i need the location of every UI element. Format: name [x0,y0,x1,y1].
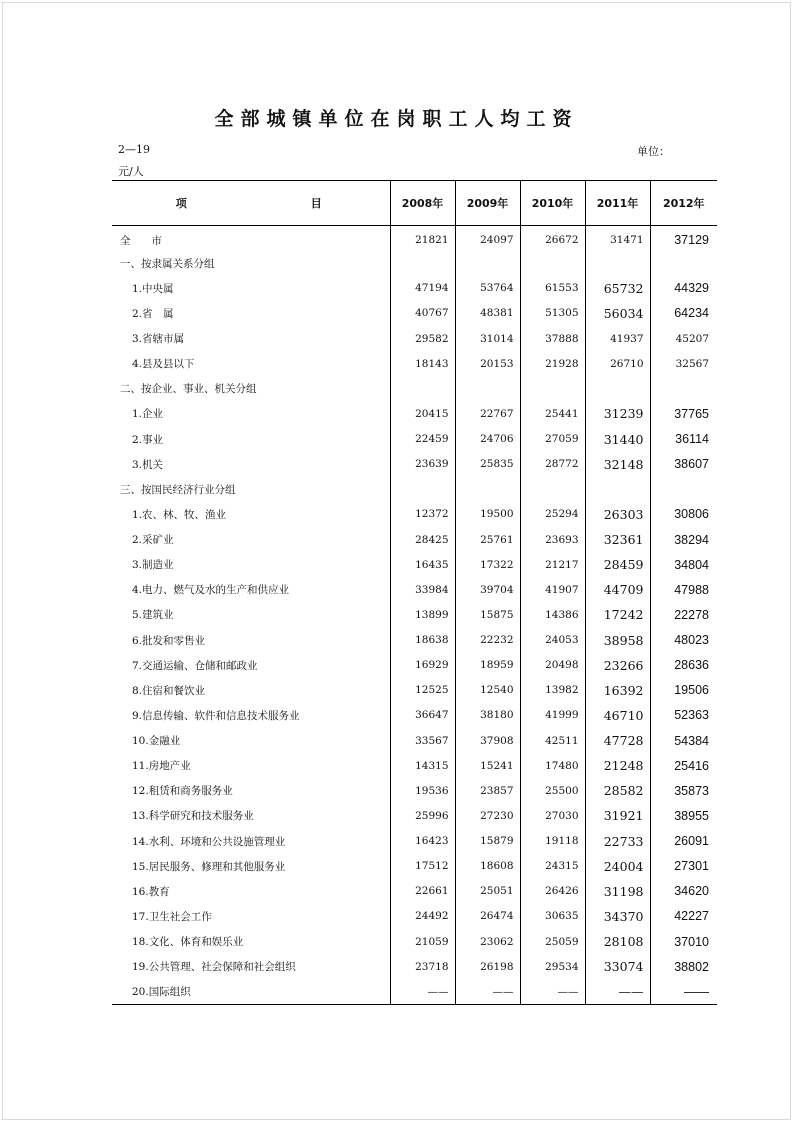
table-row [112,351,717,376]
cell-2009: —— [455,979,520,1004]
cell-2008: 23718 [390,954,455,979]
header-2011: 2011年 [585,181,650,226]
cell-2012: 19506 [650,678,717,703]
cell-2011: 47728 [585,728,650,753]
cell-2008: 17512 [390,854,455,879]
row-label: 12.租赁和商务服务业 [132,785,233,798]
table-row [112,427,717,452]
cell-2008: 25996 [390,803,455,828]
cell-2008: 16423 [390,829,455,854]
table-header-row [112,181,717,226]
cell-2011: 44709 [585,577,650,602]
cell-2011: 31440 [585,427,650,452]
cell-2009 [455,376,520,401]
row-label: 4.县及县以下 [132,358,195,371]
row-label: 1.企业 [132,408,164,421]
cell-2008: 28425 [390,527,455,552]
cell-2008: 14315 [390,753,455,778]
table-row [112,276,717,301]
cell-2008: 24492 [390,904,455,929]
row-label: 全 市 [120,234,162,247]
cell-2009: 26474 [455,904,520,929]
cell-2010 [520,477,585,502]
cell-2009: 23857 [455,778,520,803]
cell-2008: 16435 [390,552,455,577]
unit-value: 元/人 [118,165,144,178]
cell-2010: 17480 [520,753,585,778]
cell-2009: 25761 [455,527,520,552]
table-row [112,577,717,602]
cell-2011: 46710 [585,703,650,728]
cell-2012: —— [650,979,717,1004]
cell-2011: 22733 [585,829,650,854]
table-row [112,326,717,351]
cell-2009: 53764 [455,276,520,301]
cell-2010: 27059 [520,427,585,452]
cell-2010: 13982 [520,678,585,703]
cell-2010: 25059 [520,929,585,954]
header-2008: 2008年 [390,181,455,226]
cell-2009: 23062 [455,929,520,954]
row-label: 1.中央属 [132,282,174,295]
table-row [112,653,717,678]
table-row [112,979,717,1004]
cell-2011: 28459 [585,552,650,577]
cell-2008: 29582 [390,326,455,351]
cell-2008: 33567 [390,728,455,753]
cell-2009: 17322 [455,552,520,577]
cell-2010: 21217 [520,552,585,577]
cell-2012: 38955 [650,803,717,828]
table-number: 2—19 [118,143,150,156]
cell-2011: 38958 [585,628,650,653]
row-label: 13.科学研究和技术服务业 [132,810,254,823]
cell-2010: 28772 [520,452,585,477]
cell-2008: 20415 [390,401,455,426]
cell-2011 [585,477,650,502]
cell-2010: 25500 [520,778,585,803]
header-2012: 2012年 [650,181,717,226]
cell-2012: 64234 [650,301,717,326]
cell-2009: 25835 [455,452,520,477]
cell-2009: 18608 [455,854,520,879]
table-row [112,477,717,502]
row-label: 14.水利、环境和公共设施管理业 [132,835,286,848]
cell-2009: 26198 [455,954,520,979]
cell-2012: 38607 [650,452,717,477]
cell-2011: 23266 [585,653,650,678]
cell-2010: 26426 [520,879,585,904]
cell-2010: 29534 [520,954,585,979]
cell-2009: 27230 [455,803,520,828]
cell-2012: 54384 [650,728,717,753]
row-label: 6.批发和零售业 [132,634,206,647]
row-label: 2.事业 [132,433,164,446]
row-label: 16.教育 [132,885,170,898]
unit-label: 单位： [637,145,670,158]
table-row [112,753,717,778]
cell-2010: 27030 [520,803,585,828]
cell-2010: 24315 [520,854,585,879]
cell-2010: 25294 [520,502,585,527]
row-label: 3.机关 [132,458,164,471]
cell-2009: 22767 [455,401,520,426]
cell-2008: 21821 [390,226,455,251]
cell-2012: 37010 [650,929,717,954]
cell-2011: 31198 [585,879,650,904]
cell-2011: 16392 [585,678,650,703]
table-row [112,502,717,527]
table-row [112,904,717,929]
cell-2011: 26710 [585,351,650,376]
cell-2012: 34620 [650,879,717,904]
cell-2011: 31921 [585,803,650,828]
cell-2012: 37765 [650,401,717,426]
cell-2011: 28108 [585,929,650,954]
row-label: 19.公共管理、社会保障和社会组织 [132,961,296,974]
cell-2012: 22278 [650,602,717,627]
cell-2008: —— [390,979,455,1004]
cell-2008: 21059 [390,929,455,954]
cell-2009: 39704 [455,577,520,602]
cell-2011: 65732 [585,276,650,301]
row-label: 7.交通运输、仓储和邮政业 [132,659,258,672]
cell-2009: 38180 [455,703,520,728]
cell-2010: 20498 [520,653,585,678]
cell-2012: 26091 [650,829,717,854]
cell-2009: 31014 [455,326,520,351]
table-row [112,954,717,979]
cell-2012: 42227 [650,904,717,929]
row-label: 8.住宿和餐饮业 [132,684,206,697]
table-row [112,552,717,577]
table-row [112,628,717,653]
cell-2012: 36114 [650,427,717,452]
table-row [112,376,717,401]
table-row [112,251,717,276]
cell-2011: 28582 [585,778,650,803]
table-row [112,226,717,251]
cell-2009: 20153 [455,351,520,376]
wage-table [112,180,717,1005]
cell-2008 [390,477,455,502]
table-row [112,929,717,954]
row-label: 11.房地产业 [132,760,191,773]
cell-2009 [455,477,520,502]
row-label: 4.电力、燃气及水的生产和供应业 [132,584,290,597]
table-row [112,778,717,803]
row-label: 3.省辖市属 [132,333,185,346]
cell-2009: 18959 [455,653,520,678]
cell-2011: 17242 [585,602,650,627]
cell-2010: 25441 [520,401,585,426]
cell-2010: 42511 [520,728,585,753]
cell-2010: 26672 [520,226,585,251]
cell-2010 [520,376,585,401]
cell-2009: 15875 [455,602,520,627]
cell-2008: 36647 [390,703,455,728]
cell-2009: 24097 [455,226,520,251]
row-label: 17.卫生社会工作 [132,910,212,923]
cell-2012: 38294 [650,527,717,552]
header-2009: 2009年 [455,181,520,226]
cell-2011: 31471 [585,226,650,251]
cell-2012: 47988 [650,577,717,602]
cell-2011 [585,251,650,276]
cell-2010: 61553 [520,276,585,301]
cell-2010 [520,251,585,276]
cell-2008: 22459 [390,427,455,452]
cell-2008: 12372 [390,502,455,527]
row-label: 10.金融业 [132,735,181,748]
cell-2008: 18638 [390,628,455,653]
cell-2008: 47194 [390,276,455,301]
cell-2010: 37888 [520,326,585,351]
page-title: 全部城镇单位在岗职工人均工资 [214,108,579,130]
cell-2012: 32567 [650,351,717,376]
row-label: 2.采矿业 [132,534,174,547]
cell-2010: 21928 [520,351,585,376]
table-row [112,829,717,854]
cell-2012: 30806 [650,502,717,527]
cell-2008: 13899 [390,602,455,627]
cell-2011: 32148 [585,452,650,477]
cell-2011: 21248 [585,753,650,778]
cell-2009: 37908 [455,728,520,753]
row-label: 二、按企业、事业、机关分组 [120,383,257,396]
cell-2008: 23639 [390,452,455,477]
cell-2008: 19536 [390,778,455,803]
cell-2011: 31239 [585,401,650,426]
table-row [112,879,717,904]
table-row [112,401,717,426]
cell-2012 [650,477,717,502]
row-label: 20.国际组织 [112,979,390,1004]
table-row [112,678,717,703]
cell-2008: 33984 [390,577,455,602]
table-row [112,703,717,728]
row-label: 3.制造业 [132,559,174,572]
cell-2010: 41999 [520,703,585,728]
table-body [112,226,717,1005]
cell-2010: 24053 [520,628,585,653]
header-item: 项 目 [112,181,390,226]
cell-2011: 33074 [585,954,650,979]
cell-2009: 15241 [455,753,520,778]
cell-2009: 15879 [455,829,520,854]
cell-2010: 51305 [520,301,585,326]
cell-2012: 35873 [650,778,717,803]
cell-2012: 34804 [650,552,717,577]
table-row [112,452,717,477]
table-row [112,854,717,879]
cell-2011: 26303 [585,502,650,527]
cell-2011: 32361 [585,527,650,552]
table-row [112,602,717,627]
cell-2012: 48023 [650,628,717,653]
cell-2009: 22232 [455,628,520,653]
cell-2012: 45207 [650,326,717,351]
cell-2012: 44329 [650,276,717,301]
row-label: 5.建筑业 [132,609,174,622]
cell-2008: 16929 [390,653,455,678]
table-row [112,527,717,552]
cell-2010: 14386 [520,602,585,627]
cell-2009: 24706 [455,427,520,452]
row-label: 1.农、林、牧、渔业 [132,508,227,521]
cell-2010: 19118 [520,829,585,854]
cell-2008 [390,251,455,276]
cell-2011: —— [585,979,650,1004]
cell-2012 [650,376,717,401]
cell-2008: 18143 [390,351,455,376]
cell-2008: 12525 [390,678,455,703]
cell-2011: 34370 [585,904,650,929]
cell-2012: 38802 [650,954,717,979]
row-label: 一、按隶属关系分组 [120,257,215,270]
header-2010: 2010年 [520,181,585,226]
cell-2008: 40767 [390,301,455,326]
row-label: 15.居民服务、修理和其他服务业 [132,860,286,873]
cell-2011: 41937 [585,326,650,351]
cell-2012 [650,251,717,276]
row-label: 9.信息传输、软件和信息技术服务业 [132,709,300,722]
cell-2012: 27301 [650,854,717,879]
cell-2011: 24004 [585,854,650,879]
row-label: 三、按国民经济行业分组 [120,483,236,496]
table-row [112,728,717,753]
table-row [112,803,717,828]
cell-2009: 48381 [455,301,520,326]
cell-2008: 22661 [390,879,455,904]
cell-2009: 12540 [455,678,520,703]
cell-2011 [585,376,650,401]
cell-2012: 52363 [650,703,717,728]
cell-2012: 37129 [650,226,717,251]
cell-2008 [390,376,455,401]
cell-2009 [455,251,520,276]
cell-2010: 30635 [520,904,585,929]
cell-2012: 28636 [650,653,717,678]
cell-2012: 25416 [650,753,717,778]
cell-2011: 56034 [585,301,650,326]
row-label: 2.省 属 [132,307,174,320]
cell-2009: 25051 [455,879,520,904]
cell-2010: 23693 [520,527,585,552]
cell-2009: 19500 [455,502,520,527]
cell-2010: 41907 [520,577,585,602]
table-row [112,301,717,326]
cell-2010: —— [520,979,585,1004]
row-label: 18.文化、体育和娱乐业 [132,936,244,949]
